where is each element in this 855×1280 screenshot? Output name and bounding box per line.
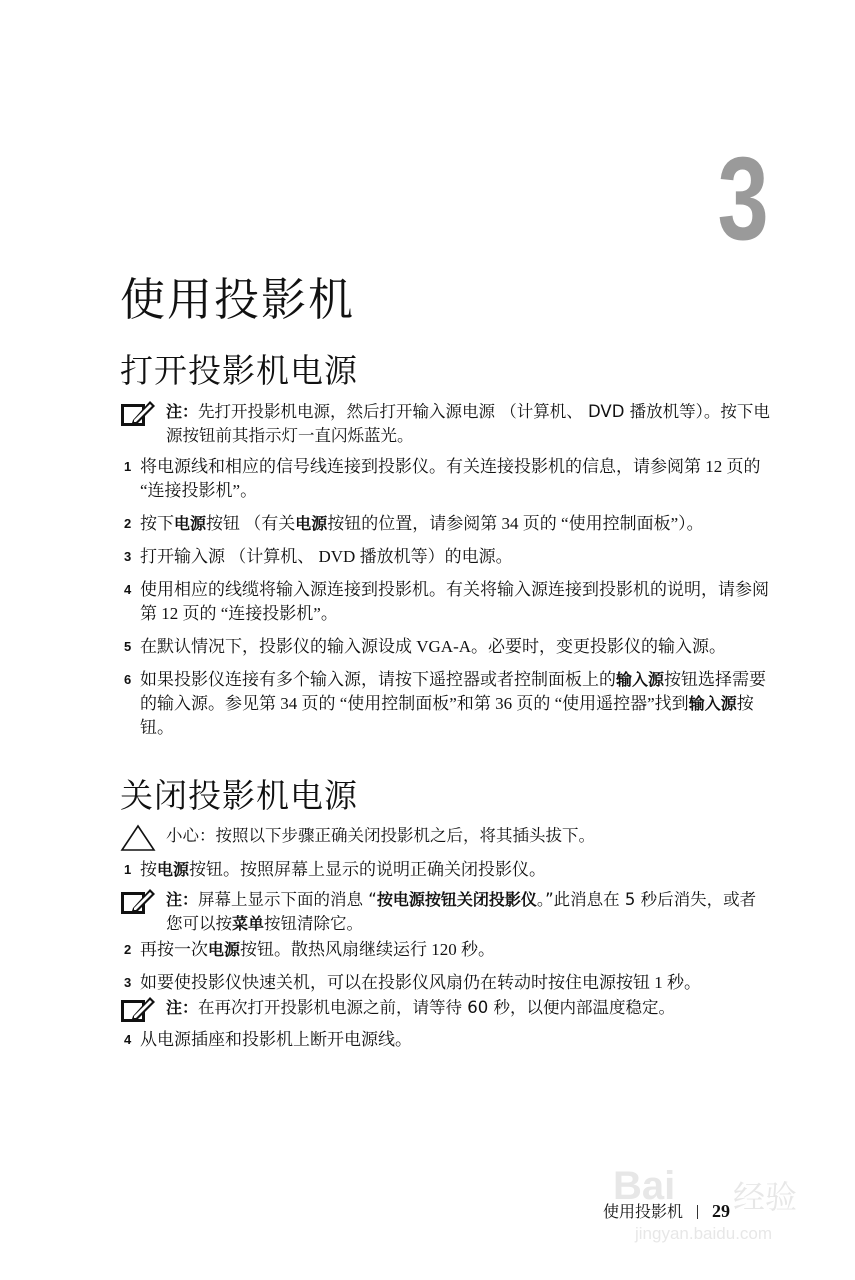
warning-triangle-icon bbox=[120, 824, 156, 852]
step-number: 1 bbox=[124, 459, 132, 474]
step-number: 2 bbox=[124, 942, 132, 957]
step-item bbox=[124, 635, 774, 659]
text-run: 按钮。按照屏幕上显示的说明正确关闭投影仪。 bbox=[189, 860, 547, 879]
text-run: 打开输入源 （计算机、 DVD 播放机等）的电源。 bbox=[140, 547, 513, 566]
note-text: 在再次打开投影机电源之前，请等待 60 秒，以便内部温度稳定。 bbox=[198, 998, 676, 1017]
note-label: 注： bbox=[166, 402, 199, 421]
note-body bbox=[166, 400, 770, 448]
step-number: 4 bbox=[124, 582, 132, 597]
text-run: 在默认情况下，投影仪的输入源设成 VGA-A。必要时，变更投影仪的输入源。 bbox=[140, 637, 727, 656]
step-item bbox=[124, 858, 774, 882]
footer-section-name: 使用投影机 bbox=[603, 1202, 684, 1221]
bold-term: 电源 bbox=[174, 514, 207, 533]
step-text bbox=[140, 457, 761, 500]
text-run: 如要使投影仪快速关机，可以在投影仪风扇仍在转动时按住电源按钮 1 秒。 bbox=[140, 973, 701, 992]
power-off-steps-mid bbox=[124, 938, 774, 995]
text-run: 按钮 （有关 bbox=[206, 514, 296, 533]
step-text bbox=[140, 514, 704, 533]
step-item bbox=[124, 455, 774, 503]
step-item bbox=[124, 545, 774, 569]
step-text bbox=[140, 940, 495, 959]
step-item bbox=[124, 668, 774, 740]
text-run: 屏幕上显示下面的消息 “ bbox=[198, 890, 377, 909]
bold-term: 电源 bbox=[295, 514, 328, 533]
chapter-title: 使用投影机 bbox=[120, 273, 356, 326]
note-text bbox=[166, 890, 756, 933]
watermark-brand: Bai bbox=[613, 1164, 676, 1208]
text-run: 按钮。 bbox=[140, 694, 754, 737]
caution-label: 小心： bbox=[166, 826, 216, 845]
power-off-step-1 bbox=[124, 858, 774, 882]
text-run: 。”此消息在 5 秒后消失，或者您可以按 bbox=[166, 890, 757, 933]
caution-power-off bbox=[120, 824, 770, 848]
bold-term: 按电源按钮关闭投影仪 bbox=[376, 890, 537, 909]
step-item bbox=[124, 1028, 774, 1052]
watermark-suffix: 经验 bbox=[733, 1178, 798, 1216]
text-run: 从电源插座和投影机上断开电源线。 bbox=[140, 1030, 412, 1049]
text-run: 按钮选择需要的输入源。参见第 34 页的 “使用控制面板”和第 36 页的 “使用遥控器”找到 bbox=[140, 670, 767, 713]
chapter-number: 3 bbox=[717, 133, 769, 265]
page-footer bbox=[603, 1200, 730, 1223]
step-number: 6 bbox=[124, 672, 132, 687]
text-run: 如果投影仪连接有多个输入源，请按下遥控器或者控制面板上的 bbox=[140, 670, 616, 689]
note-label: 注： bbox=[166, 998, 199, 1017]
caution-body bbox=[166, 824, 770, 848]
section-title-power-on: 打开投影机电源 bbox=[120, 351, 358, 390]
footer-separator bbox=[697, 1205, 698, 1219]
note-wait bbox=[120, 996, 770, 1020]
bold-term: 输入源 bbox=[616, 670, 665, 689]
pencil-note-icon bbox=[120, 996, 156, 1024]
bold-term: 菜单 bbox=[232, 914, 265, 933]
text-run: 将电源线和相应的信号线连接到投影仪。有关连接投影机的信息，请参阅第 12 页的 “连接投影机”。 bbox=[140, 457, 761, 500]
bold-term: 输入源 bbox=[688, 694, 737, 713]
step-text bbox=[140, 973, 701, 992]
caution-text: 按照以下步骤正确关闭投影机之后，将其插头拔下。 bbox=[215, 826, 595, 845]
step-item bbox=[124, 971, 774, 995]
pencil-note-icon bbox=[120, 400, 156, 428]
watermark-url: jingyan.baidu.com bbox=[635, 1224, 773, 1243]
text-run: 按下 bbox=[140, 514, 174, 533]
step-text bbox=[140, 1030, 412, 1049]
section-title-power-off: 关闭投影机电源 bbox=[120, 776, 358, 815]
text-run: 再按一次 bbox=[140, 940, 208, 959]
text-run: 按 bbox=[140, 860, 157, 879]
pencil-note-icon bbox=[120, 888, 156, 916]
step-text bbox=[140, 670, 766, 737]
note-shutdown-message bbox=[120, 888, 770, 936]
text-run: 按钮清除它。 bbox=[264, 914, 364, 933]
text-run: 按钮的位置，请参阅第 34 页的 “使用控制面板”）。 bbox=[327, 514, 704, 533]
note-label: 注： bbox=[166, 890, 199, 909]
step-number: 4 bbox=[124, 1032, 132, 1047]
note-text: 先打开投影机电源，然后打开输入源电源 （计算机、 DVD 播放机等）。按下电源按钮前其指示灯一直闪烁蓝光。 bbox=[166, 402, 770, 445]
step-text bbox=[140, 580, 769, 623]
note-body bbox=[166, 888, 770, 936]
step-text bbox=[140, 860, 546, 879]
text-run: 使用相应的线缆将输入源连接到投影机。有关将输入源连接到投影机的说明，请参阅第 12 页的 “连接投影机”。 bbox=[140, 580, 769, 623]
step-item bbox=[124, 512, 774, 536]
step-item bbox=[124, 578, 774, 626]
step-text bbox=[140, 547, 513, 566]
bold-term: 电源 bbox=[208, 940, 241, 959]
note-body bbox=[166, 996, 770, 1020]
step-number: 2 bbox=[124, 516, 132, 531]
bold-term: 电源 bbox=[157, 860, 190, 879]
note-power-on bbox=[120, 400, 770, 448]
step-number: 3 bbox=[124, 975, 132, 990]
step-number: 5 bbox=[124, 639, 132, 654]
text-run: 按钮。散热风扇继续运行 120 秒。 bbox=[240, 940, 496, 959]
step-text bbox=[140, 637, 726, 656]
power-off-step-4 bbox=[124, 1028, 774, 1052]
step-number: 1 bbox=[124, 862, 132, 877]
step-number: 3 bbox=[124, 549, 132, 564]
page-number: 29 bbox=[712, 1201, 731, 1221]
step-item bbox=[124, 938, 774, 962]
power-on-steps bbox=[124, 455, 774, 740]
